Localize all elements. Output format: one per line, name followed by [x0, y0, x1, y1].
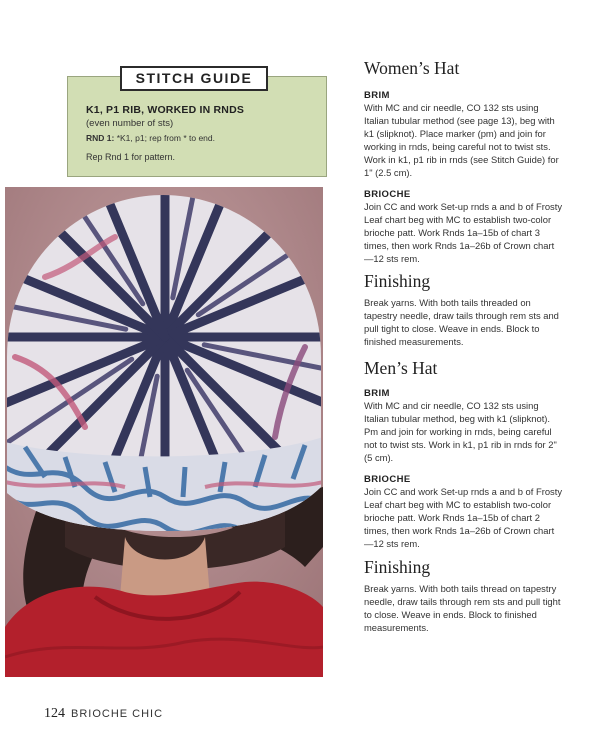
- hat-photo: [5, 187, 323, 677]
- round-label: RND 1:: [86, 133, 115, 143]
- mens-brim-heading: BRIM: [364, 388, 390, 399]
- womens-finishing-heading: Finishing: [364, 271, 431, 291]
- stitch-guide-title: K1, P1 RIB, WORKED IN RNDS: [86, 104, 245, 116]
- mens-brioche-text: Join CC and work Set-up rnds a and b of Frosty Leaf chart beg with MC to establish two-color brioche patt. Work Rnds 1a–15b of chart 2 times, then work Rnds 1a–26b of Crown chart—12 sts rem.: [364, 486, 563, 550]
- mens-finishing-heading: Finishing: [364, 557, 431, 577]
- stitch-guide-repeat: Rep Rnd 1 for pattern.: [86, 152, 176, 162]
- womens-finishing-text: Break yarns. With both tails threaded on tapestry needle, draw tails through rem sts and pull tight to close. Weave in ends. Block to finished measurements.: [364, 297, 559, 348]
- hat-photo-illustration: [5, 187, 323, 677]
- page-number: 124: [44, 706, 65, 721]
- book-title: BRIOCHE CHIC: [71, 708, 164, 720]
- round-text: *K1, p1; rep from * to end.: [114, 133, 215, 143]
- mens-finishing-text: Break yarns. With both tails thread on tapestry needle, draw tails through rem sts and pull tight to close. Weave in ends. Block to finished measurements.: [364, 583, 561, 634]
- stitch-guide-subtitle: (even number of sts): [86, 118, 174, 129]
- stitch-guide-box: [67, 70, 327, 177]
- mens-brioche-heading: BRIOCHE: [364, 474, 411, 485]
- mens-brim-text: With MC and cir needle, CO 132 sts using Italian tubular method, beg with k1 (slipknot). Pm and join for working in rnds, being careful not to twist sts. Work in k1, p1 rib in rnds for 2" (5 cm).: [364, 400, 557, 464]
- womens-brioche-text: Join CC and work Set-up rnds a and b of Frosty Leaf chart beg with MC to establish two-color brioche patt. Work Rnds 1a–15b of chart 3 times, then work Rnds 1a–26b of Crown chart—12 sts rem.: [364, 201, 563, 265]
- womens-brim-text: With MC and cir needle, CO 132 sts using Italian tubular method (see page 13), beg with k1 (slipknot). Place marker (pm) and join for working in rnds, being careful not to twist sts. Work in k1, p1 rib in rnds (see Stitch Guide) for 1" (2.5 cm).: [364, 102, 559, 179]
- page-footer: [44, 706, 163, 722]
- womens-brim-heading: BRIM: [364, 90, 390, 101]
- womens-hat-heading: Women’s Hat: [364, 58, 460, 78]
- mens-hat-heading: Men’s Hat: [364, 358, 438, 378]
- stitch-guide-heading: STITCH GUIDE: [120, 66, 268, 91]
- stitch-guide-round: [86, 132, 318, 145]
- womens-brioche-heading: BRIOCHE: [364, 189, 411, 200]
